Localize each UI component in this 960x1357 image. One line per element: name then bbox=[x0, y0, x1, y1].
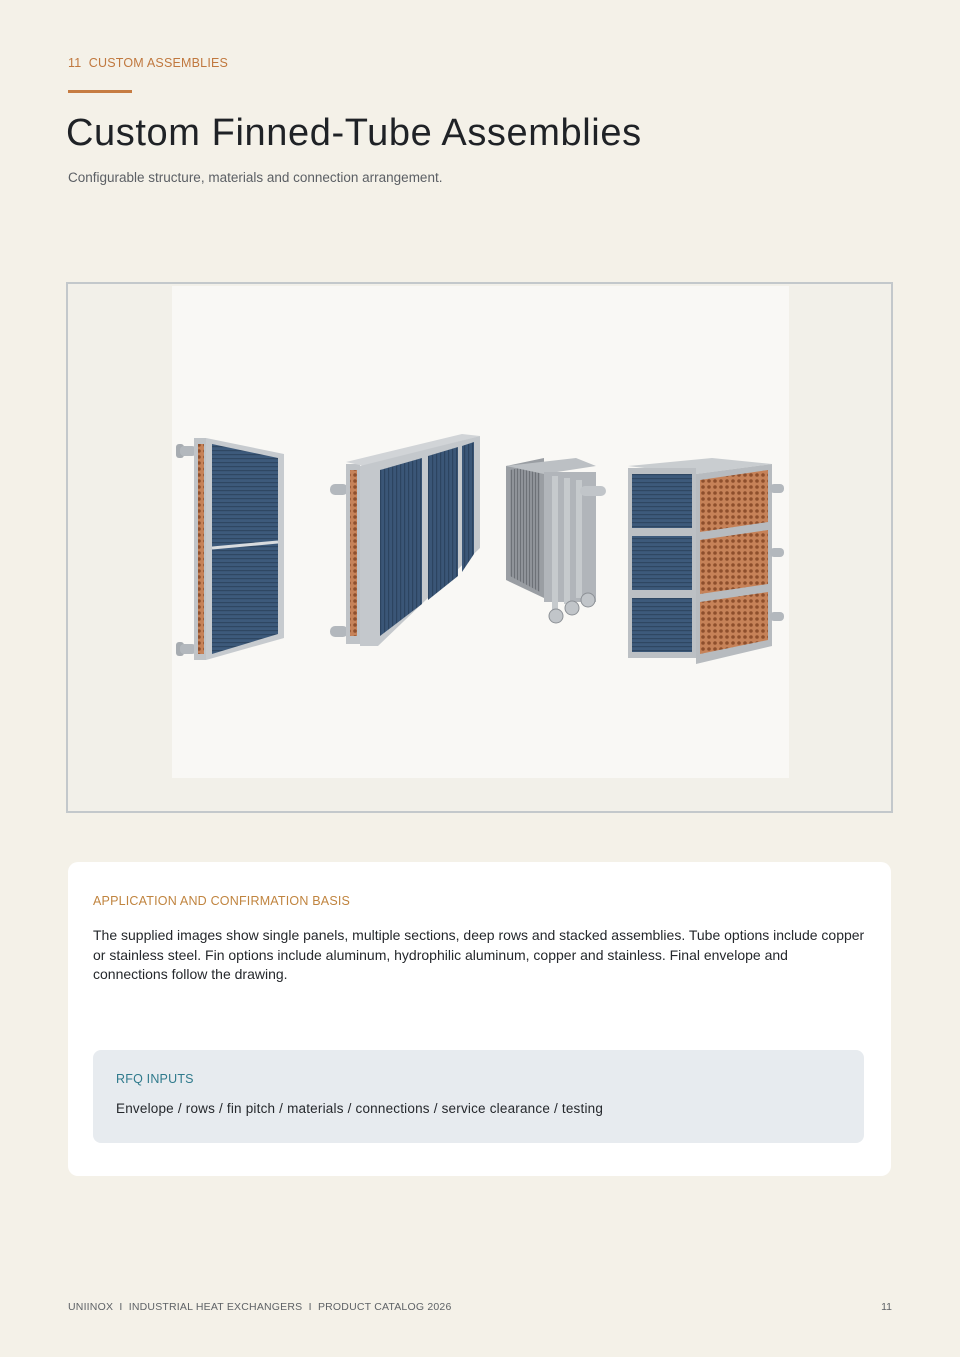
footer-text: UNIINOX I INDUSTRIAL HEAT EXCHANGERS I PRODUCT CATALOG 2026 bbox=[68, 1301, 452, 1313]
section-eyebrow bbox=[68, 56, 228, 70]
section-label: CUSTOM ASSEMBLIES bbox=[88, 56, 229, 70]
deep-row-coil bbox=[506, 458, 606, 623]
page-number: 11 bbox=[881, 1301, 892, 1313]
multi-section-coil bbox=[330, 434, 480, 646]
product-figure-frame bbox=[66, 282, 893, 813]
stacked-coil bbox=[628, 458, 784, 664]
application-body: The supplied images show single panels, multiple sections, deep rows and stacked assemblies. Tube options include copper or stainless steel. Fin options include aluminum, hydrophilic aluminum, copper and stainless. Final envelope and connections follow the drawing. bbox=[93, 927, 865, 982]
rfq-inputs-box bbox=[93, 1050, 864, 1143]
rfq-heading: RFQ INPUTS bbox=[116, 1072, 194, 1086]
accent-rule bbox=[68, 90, 132, 93]
page-subtitle: Configurable structure, materials and connection arrangement. bbox=[68, 170, 443, 185]
application-card bbox=[68, 862, 891, 1176]
section-number: 11 bbox=[68, 56, 82, 70]
coil-assemblies-illustration bbox=[172, 286, 789, 778]
application-heading: APPLICATION AND CONFIRMATION BASIS bbox=[93, 894, 351, 908]
product-photo bbox=[172, 286, 789, 778]
page-title: Custom Finned-Tube Assemblies bbox=[66, 112, 642, 154]
rfq-body: Envelope / rows / fin pitch / materials / connections / service clearance / testing bbox=[116, 1101, 604, 1116]
single-panel-coil bbox=[176, 438, 284, 660]
